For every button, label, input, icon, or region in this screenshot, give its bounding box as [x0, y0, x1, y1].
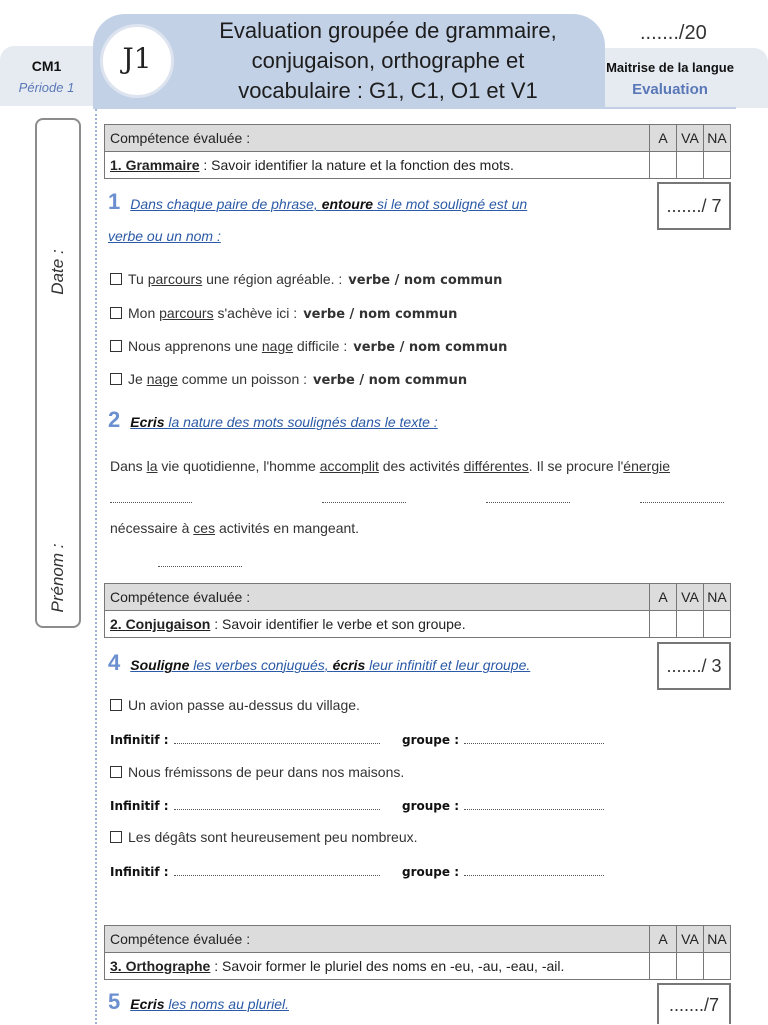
- period-label: Période 1: [18, 80, 75, 95]
- checkbox-icon[interactable]: [110, 307, 122, 319]
- ex1-item: Mon parcours s'achève ici : verbe / nom commun: [110, 305, 457, 322]
- skill-description: : Savoir identifier le verbe et son groupe.: [210, 616, 466, 632]
- grade-va-cell[interactable]: [677, 953, 704, 980]
- exercise-4-title: 4 Souligne les verbes conjugués, écris leur infinitif et leur groupe.: [108, 650, 531, 675]
- answer-line[interactable]: [640, 490, 724, 503]
- infinitive-answer-line[interactable]: [174, 863, 380, 876]
- class-level: CM1: [31, 58, 62, 74]
- grade-na-cell[interactable]: [704, 152, 731, 179]
- skill-name: 3. Orthographe: [110, 958, 211, 974]
- exercise-5-score: ......./7: [657, 983, 731, 1024]
- answer-line[interactable]: [158, 554, 242, 567]
- group-answer-line[interactable]: [464, 731, 604, 744]
- skill-description: : Savoir former le pluriel des noms en -eu, -au, -eau, -ail.: [210, 958, 565, 974]
- answer-line[interactable]: [322, 490, 406, 503]
- competence-table-conjugation: Compétence évaluée : A VA NA 2. Conjugaison : Savoir identifier le verbe et son groupe.: [104, 583, 731, 638]
- date-label: Date :: [48, 249, 67, 295]
- total-score: ......./20: [640, 22, 707, 44]
- exercise-5-title: 5 Ecris les noms au pluriel.: [108, 989, 290, 1014]
- page-title: Evaluation groupée de grammaire, conjugaison, orthographe et vocabulaire : G1, C1, O1 et V1: [219, 18, 557, 103]
- ex1-item: Nous apprenons une nage difficile : verbe / nom commun: [110, 338, 507, 355]
- domain-label: Maitrise de la langue: [606, 60, 734, 75]
- checkbox-icon[interactable]: [110, 831, 122, 843]
- ex1-item: Je nage comme un poisson : verbe / nom commun: [110, 371, 467, 388]
- ex4-sentence: Un avion passe au-dessus du village.: [110, 697, 360, 713]
- skill-name: 2. Conjugaison: [110, 616, 211, 632]
- grade-va-cell[interactable]: [677, 611, 704, 638]
- evaluation-code: J1: [122, 42, 152, 75]
- ex4-sentence: Les dégâts sont heureusement peu nombreux.: [110, 829, 418, 845]
- exercise-2-title: 2 Ecris la nature des mots soulignés dans le texte :: [108, 407, 438, 432]
- level-tab: [0, 46, 93, 106]
- checkbox-icon[interactable]: [110, 766, 122, 778]
- competence-table-spelling: Compétence évaluée : A VA NA 3. Orthographe : Savoir former le pluriel des noms en -eu, -au, -eau, -ail.: [104, 925, 731, 980]
- grade-a-cell[interactable]: [650, 611, 677, 638]
- checkbox-icon[interactable]: [110, 273, 122, 285]
- answer-choice[interactable]: verbe / nom commun: [353, 340, 508, 355]
- grade-va-cell[interactable]: [677, 152, 704, 179]
- group-answer-line[interactable]: [464, 797, 604, 810]
- exercise-1-title: 1 Dans chaque paire de phrase, entoure si le mot souligné est un: [108, 189, 528, 214]
- infinitive-answer-line[interactable]: [174, 797, 380, 810]
- answer-choice[interactable]: verbe / nom commun: [348, 273, 503, 288]
- answer-choice[interactable]: verbe / nom commun: [303, 307, 458, 322]
- ex1-item: Tu parcours une région agréable. : verbe / nom commun: [110, 271, 502, 288]
- exercise-1-title-cont: verbe ou un nom :: [108, 228, 221, 244]
- exercise-2-text-line2: nécessaire à ces activités en mangeant.: [110, 520, 360, 536]
- answer-line[interactable]: [110, 490, 192, 503]
- answer-choice[interactable]: verbe / nom commun: [313, 373, 468, 388]
- grade-na-cell[interactable]: [704, 953, 731, 980]
- header-divider: [93, 107, 736, 109]
- grade-a-cell[interactable]: [650, 152, 677, 179]
- skill-name: 1. Grammaire: [110, 157, 200, 173]
- group-answer-line[interactable]: [464, 863, 604, 876]
- domain-tab: [605, 48, 768, 108]
- skill-description: : Savoir identifier la nature et la fonction des mots.: [199, 157, 514, 173]
- exercise-2-text-line1: Dans la vie quotidienne, l'homme accomplit des activités différentes. Il se procure l'énergie: [110, 458, 670, 474]
- checkbox-icon[interactable]: [110, 340, 122, 352]
- checkbox-icon[interactable]: [110, 699, 122, 711]
- ex4-sentence: Nous frémissons de peur dans nos maisons.: [110, 764, 404, 780]
- margin-line: [95, 109, 97, 1024]
- competence-table-grammar: Compétence évaluée : A VA NA 1. Grammaire : Savoir identifier la nature et la fonction des mots.: [104, 124, 731, 179]
- evaluation-label: Evaluation: [632, 81, 708, 98]
- grade-a-cell[interactable]: [650, 953, 677, 980]
- exercise-4-score: ......./ 3: [657, 642, 731, 690]
- exercise-1-score: ......./ 7: [657, 182, 731, 230]
- grade-na-cell[interactable]: [704, 611, 731, 638]
- infinitive-answer-line[interactable]: [174, 731, 380, 744]
- answer-line[interactable]: [486, 490, 570, 503]
- name-label: Prénom :: [48, 543, 67, 613]
- checkbox-icon[interactable]: [110, 373, 122, 385]
- ex4-answer-row: Infinitif :: [110, 733, 169, 747]
